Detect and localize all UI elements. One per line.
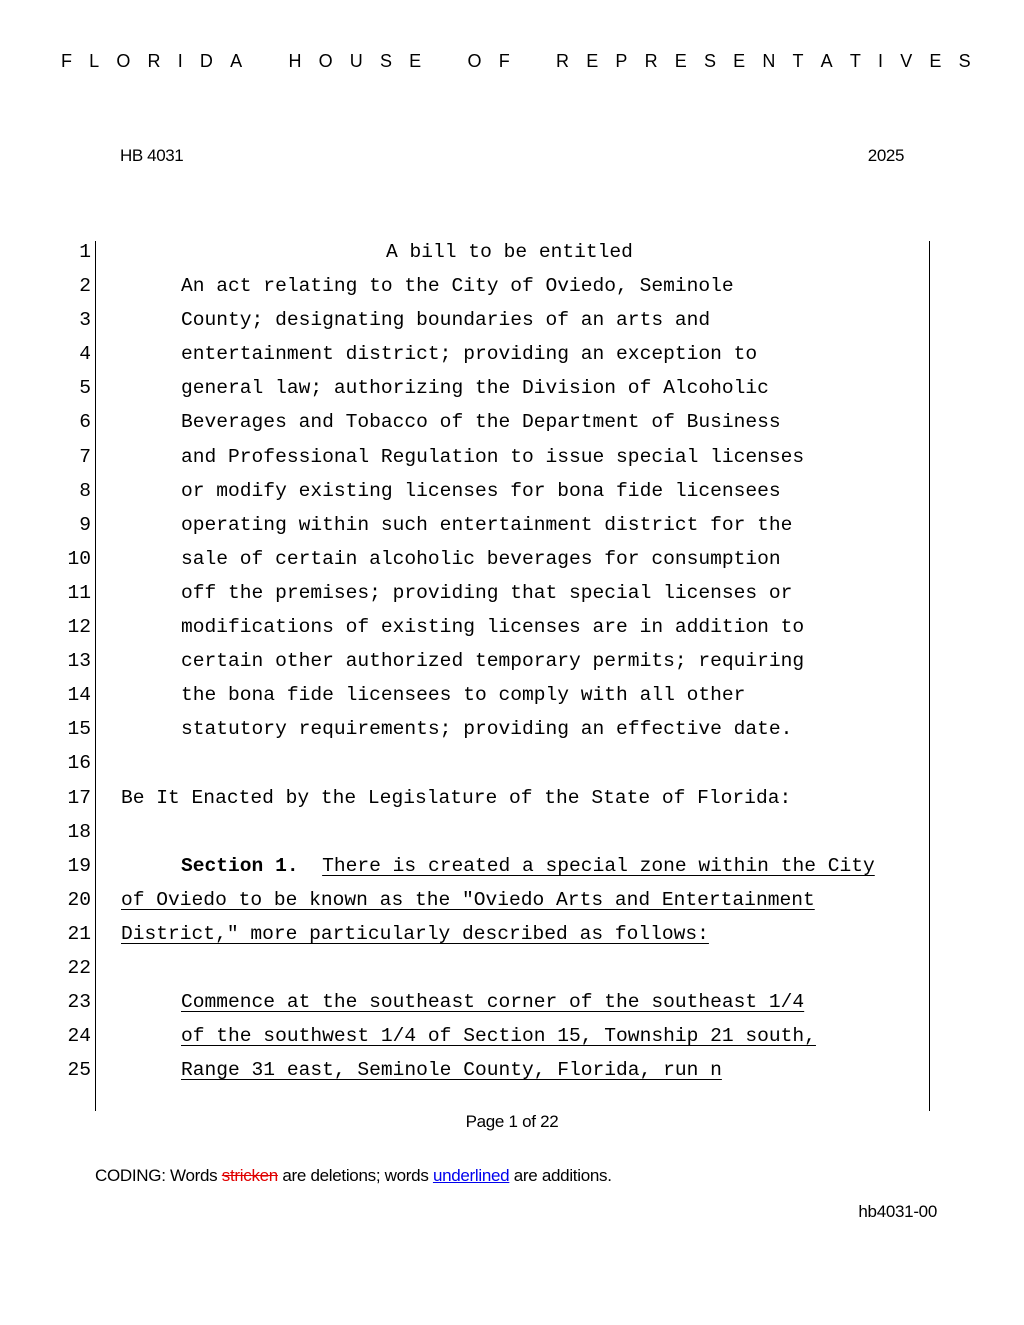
masthead-letter [259, 48, 271, 74]
line-text [181, 508, 792, 542]
line-text [181, 849, 875, 883]
added-text: There is created a special zone within the City [322, 854, 875, 877]
masthead-letter: A [230, 51, 243, 71]
masthead-letter: A [820, 51, 833, 71]
line-number: 9 [79, 513, 91, 536]
text-run: modifications of existing licenses are in addition to [181, 616, 805, 639]
masthead-letter [438, 48, 450, 74]
line-number: 5 [79, 377, 91, 400]
line-text [121, 917, 709, 951]
line-number: 8 [79, 479, 91, 502]
line-number: 25 [67, 1059, 91, 1082]
coding-middle: are deletions; words [277, 1166, 433, 1185]
line-number: 14 [67, 684, 91, 707]
line-number: 7 [79, 445, 91, 468]
line-text [181, 474, 781, 508]
bill-line [0, 610, 1024, 644]
bill-line [0, 917, 1024, 951]
line-text [181, 337, 757, 371]
line-text [181, 440, 804, 474]
masthead-letter: O [318, 51, 333, 71]
bill-line [0, 1053, 1024, 1087]
bill-line [0, 371, 1024, 405]
bill-line [0, 405, 1024, 439]
bill-line [0, 883, 1024, 917]
bill-line [0, 303, 1024, 337]
line-text [121, 883, 815, 917]
bill-text-body [0, 235, 1024, 1087]
line-text [181, 576, 792, 610]
text-run: County; designating boundaries of an arts and [181, 309, 711, 332]
line-number: 21 [67, 922, 91, 945]
bill-line [0, 576, 1024, 610]
masthead-letter: H [288, 51, 302, 71]
line-number: 22 [67, 956, 91, 979]
line-text [181, 1053, 722, 1087]
text-run: An act relating to the City of Oviedo, Seminole [181, 275, 734, 298]
masthead-letter: R [556, 51, 570, 71]
coding-prefix: CODING: Words [95, 1166, 222, 1185]
text-run: Beverages and Tobacco of the Department of Business [181, 411, 781, 434]
line-text [181, 1019, 816, 1053]
masthead-letter: D [199, 51, 213, 71]
document-id: hb4031-00 [858, 1202, 937, 1221]
masthead-letter [527, 48, 539, 74]
line-number: 1 [79, 241, 91, 263]
line-number: 17 [67, 786, 91, 809]
bill-line [0, 985, 1024, 1019]
text-run: entertainment district; providing an exception to [181, 343, 758, 366]
masthead-letter: P [615, 51, 628, 71]
line-number: 18 [67, 820, 91, 843]
masthead-letter: T [849, 51, 861, 71]
line-number: 15 [67, 718, 91, 741]
bill-line [0, 1019, 1024, 1053]
bill-line [0, 781, 1024, 815]
line-text [121, 781, 791, 815]
masthead-letter: L [89, 51, 100, 71]
text-run: the bona fide licensees to comply with all other [181, 684, 746, 707]
masthead-letter: S [379, 51, 392, 71]
bill-line [0, 815, 1024, 849]
masthead-letter: T [792, 51, 804, 71]
masthead-letter: I [878, 51, 884, 71]
line-number: 23 [67, 991, 91, 1014]
bill-line [0, 474, 1024, 508]
masthead-letter: R [147, 51, 161, 71]
line-text [181, 542, 781, 576]
text-run: and Professional Regulation to issue special licenses [181, 445, 805, 468]
text-run: statutory requirements; providing an effective date. [181, 718, 793, 741]
added-text: Range 31 east, Seminole County, Florida, run n [181, 1059, 722, 1082]
text-run: operating within such entertainment district for the [181, 513, 793, 536]
added-text: District," more particularly described as follows: [121, 922, 709, 945]
masthead-letter: E [674, 51, 687, 71]
line-number: 24 [67, 1025, 91, 1048]
bill-line [0, 440, 1024, 474]
text-run: general law; authorizing the Division of Alcoholic [181, 377, 769, 400]
text-run: Be It Enacted by the Legislature of the State of Florida: [121, 786, 792, 809]
text-run: sale of certain alcoholic beverages for consumption [181, 547, 781, 570]
masthead-letter: O [467, 51, 482, 71]
text-run [299, 855, 323, 877]
line-number: 6 [79, 411, 91, 434]
line-text [181, 712, 792, 746]
line-number: 13 [67, 650, 91, 673]
section-heading: Section 1. [181, 854, 299, 877]
masthead-letter: F [498, 51, 510, 71]
line-number: 16 [67, 752, 91, 775]
masthead-letter: E [409, 51, 422, 71]
bill-year: 2025 [867, 146, 904, 165]
coding-legend [95, 1166, 612, 1186]
masthead-letter: E [929, 51, 942, 71]
bill-line [0, 644, 1024, 678]
text-run: certain other authorized temporary permits; requiring [181, 650, 805, 673]
bill-line [0, 508, 1024, 542]
line-number: 11 [67, 581, 91, 604]
line-number: 20 [67, 888, 91, 911]
bill-line [0, 542, 1024, 576]
added-text: of the southwest 1/4 of Section 15, Township 21 south, [181, 1025, 816, 1048]
bill-line [0, 849, 1024, 883]
bill-line [0, 678, 1024, 712]
line-number: 12 [67, 616, 91, 639]
text-run: off the premises; providing that special licenses or [181, 581, 793, 604]
added-text: Commence at the southeast corner of the southeast 1/4 [181, 991, 805, 1014]
masthead-letter: I [177, 51, 183, 71]
line-text [181, 644, 804, 678]
line-text [386, 235, 633, 269]
line-text [181, 405, 781, 439]
bill-line [0, 337, 1024, 371]
coding-suffix: are additions. [509, 1166, 612, 1185]
line-text [181, 371, 769, 405]
masthead-letter: O [116, 51, 131, 71]
masthead-letter: F [61, 51, 72, 71]
bill-line [0, 235, 1024, 269]
masthead-letter: V [900, 51, 913, 71]
bill-line [0, 269, 1024, 303]
bill-line [0, 951, 1024, 985]
page-indicator: Page 1 of 22 [465, 1112, 559, 1131]
added-text: of Oviedo to be known as the "Oviedo Arts and Entertainment [121, 888, 815, 911]
line-number: 19 [67, 854, 91, 877]
masthead-letter: U [349, 51, 363, 71]
line-text [181, 985, 804, 1019]
masthead-letter: R [644, 51, 658, 71]
masthead-letter: S [703, 51, 716, 71]
line-text [181, 303, 710, 337]
masthead-letter: E [586, 51, 599, 71]
text-run: or modify existing licenses for bona fide licensees [181, 479, 781, 502]
masthead-letter: N [762, 51, 776, 71]
masthead-letter: S [958, 51, 971, 71]
line-number: 2 [79, 275, 91, 298]
line-text [181, 678, 745, 712]
masthead [61, 48, 971, 74]
line-text [181, 269, 734, 303]
text-run: A bill to be entitled [386, 241, 633, 263]
bill-line [0, 746, 1024, 780]
bill-line [0, 712, 1024, 746]
masthead-letter: E [733, 51, 746, 71]
coding-underlined-example: underlined [432, 1166, 510, 1185]
line-number: 3 [79, 309, 91, 332]
line-number: 10 [67, 547, 91, 570]
line-number: 4 [79, 343, 91, 366]
coding-stricken-example: stricken [221, 1166, 278, 1185]
line-text [181, 610, 804, 644]
bill-number: HB 4031 [120, 146, 184, 165]
